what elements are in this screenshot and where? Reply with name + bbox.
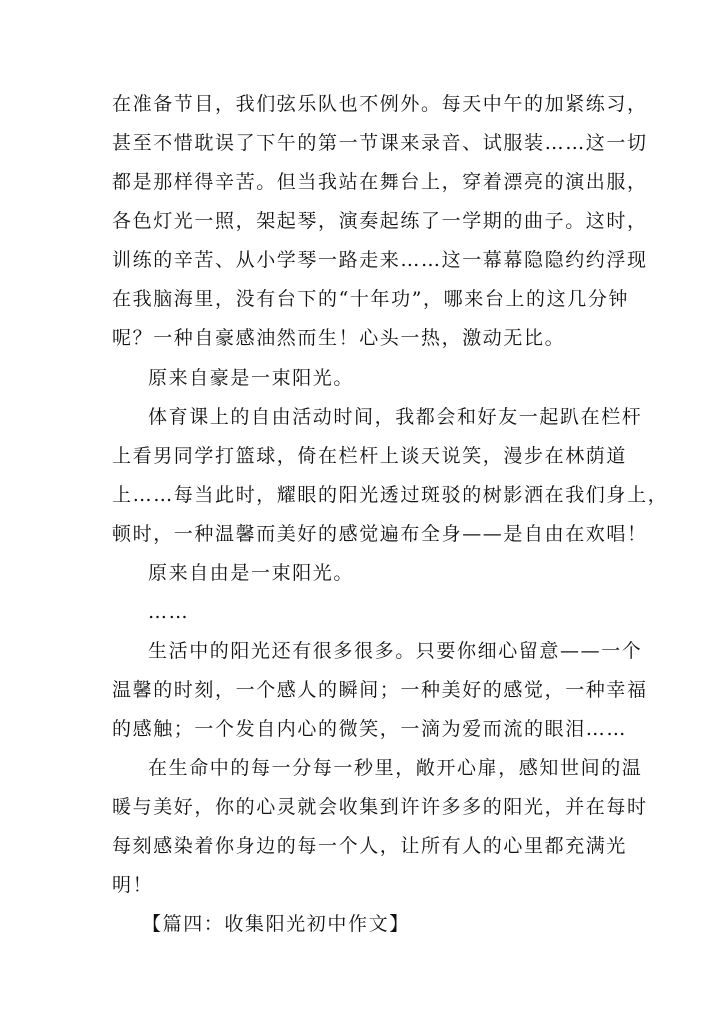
text-line: 暖与美好，你的心灵就会收集到许许多多的阳光，并在每时 <box>112 796 648 818</box>
text-line: 上……每当此时，耀眼的阳光透过斑驳的树影洒在我们身上， <box>112 484 669 506</box>
text-line: 的感触；一个发自内心的微笑，一滴为爱而流的眼泪…… <box>112 718 628 740</box>
text-line: 顿时，一种温馨而美好的感觉遍布全身——是自由在欢唱！ <box>112 523 648 545</box>
section-heading: 【篇四：收集阳光初中作文】 <box>142 913 410 935</box>
text-line: 都是那样得辛苦。但当我站在舞台上，穿着漂亮的演出服， <box>112 171 648 193</box>
text-line: 原来自豪是一束阳光。 <box>148 367 355 389</box>
text-line: 明！ <box>112 874 154 896</box>
text-line: 甚至不惜耽误了下午的第一节课来录音、试服装……这一切 <box>112 132 648 154</box>
text-line: 各色灯光一照，架起琴，演奏起练了一学期的曲子。这时， <box>112 210 648 232</box>
text-line: …… <box>148 601 190 623</box>
text-line: 原来自由是一束阳光。 <box>148 562 355 584</box>
text-line: 生活中的阳光还有很多很多。只要你细心留意——一个 <box>148 640 643 662</box>
text-line: 体育课上的自由活动时间，我都会和好友一起趴在栏杆 <box>148 406 643 428</box>
text-line: 在准备节目，我们弦乐队也不例外。每天中午的加紧练习， <box>112 93 648 115</box>
text-line: 在我脑海里，没有台下的“十年功”，哪来台上的这几分钟 <box>112 288 630 310</box>
text-line: 上看男同学打篮球，倚在栏杆上谈天说笑，漫步在林荫道 <box>112 445 628 467</box>
text-line: 在生命中的每一分每一秒里，敞开心扉，感知世间的温 <box>148 757 643 779</box>
text-line: 温馨的时刻，一个感人的瞬间；一种美好的感觉，一种幸福 <box>112 679 648 701</box>
text-line: 每刻感染着你身边的每一个人，让所有人的心里都充满光 <box>112 835 628 857</box>
text-line: 呢？一种自豪感油然而生！心头一热，激动无比。 <box>112 327 566 349</box>
text-line: 训练的辛苦、从小学琴一路走来……这一幕幕隐隐约约浮现 <box>112 249 648 271</box>
